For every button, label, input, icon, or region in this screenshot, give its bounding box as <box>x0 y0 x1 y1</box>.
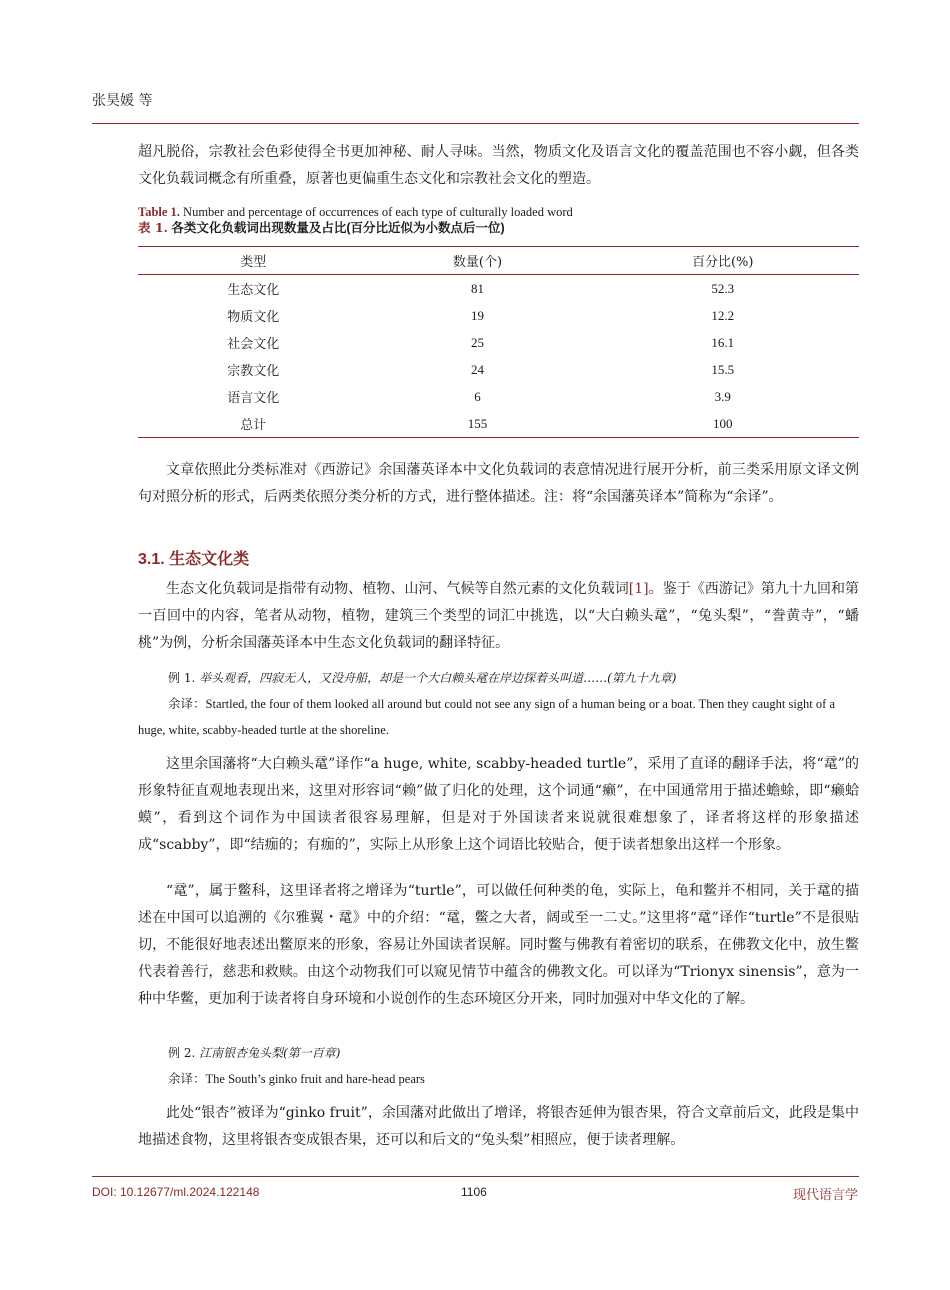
section-paragraph <box>138 576 859 657</box>
table-cell-count: 25 <box>470 334 484 350</box>
table-row <box>138 329 859 356</box>
footer-journal-name: 现代语言学 <box>792 1188 858 1203</box>
table-cell-percent: 15.5 <box>711 361 735 377</box>
table-caption-zh-text: 各类文化负载词出现数量及占比(百分比近似为小数点后一位) <box>167 221 505 235</box>
column-header-count: 数量(个) <box>452 255 503 270</box>
analysis-paragraph-1: 这里余国藩将“大白赖头鼋”译作“a huge, white, scabby-headed turtle”，采用了直译的翻译手法，将“鼋”的形象特征直观地表现出来，这里对形容词“赖”做了归化的处理，这个词通“癞”，在中国通常用于描述蟾蜍，即“癞蛤蟆”，看到这个词作为中国读者很容易理解，但是对于外国读者来说就很难想象了，译者将这样的形象描述成“scabby”，即“结痂的；有痂的”，实际上从形象上这个词语比较贴合，便于读者想象出这样一个形象。 <box>138 756 859 853</box>
example-2-text: 江南银杏兔头梨(第一百章) <box>195 1046 341 1060</box>
translation-text: The South’s ginko fruit and hare-head pears <box>205 1072 425 1086</box>
example-1-label: 例 1. <box>168 671 196 685</box>
table-row-total <box>138 410 859 438</box>
example-2-translation <box>138 1066 859 1092</box>
section-paragraph-text-b: 。鉴于《西游记》第九十九回和第一百回中的内容，笔者从动物，植物，建筑三个类型的词汇中挑选，以“大白赖头鼋”，“兔头梨”，“誊黄寺”，“蟠桃”为例，分析余国藩英译本中生态文化负载词的翻译特征。 <box>138 581 860 651</box>
table-row <box>138 302 859 329</box>
footer-doi-link[interactable]: DOI: 10.12677/ml.2024.122148 <box>92 1185 260 1199</box>
table-cell-type: 社会文化 <box>227 337 280 352</box>
table-cell-percent: 52.3 <box>711 280 735 296</box>
table-cell-type: 语言文化 <box>227 391 280 406</box>
paragraph-after-table: 文章依照此分类标准对《西游记》余国藩英译本中文化负载词的表意情况进行展开分析，前三类采用原文译文例句对照分析的形式，后两类依照分类分析的方式，进行整体描述。注：将“余国藩英译本”简称为“余译”。 <box>138 462 859 505</box>
example-1-text: 举头观看，四寂无人，又没舟船，却是一个大白赖头鼋在岸边探着头叫道……(第九十九章) <box>195 671 677 685</box>
translation-text: Startled, the four of them looked all around but could not see any sign of a human being or a boat. Then they caught sight of a huge, white, scabby-headed turtle at the shoreline. <box>138 697 835 737</box>
running-header-author: 张昊媛 等 <box>92 93 153 109</box>
analysis-paragraph-2: “鼋”，属于鳖科，这里译者将之增译为“turtle”，可以做任何种类的龟，实际上，龟和鳖并不相同，关于鼋的描述在中国可以追溯的《尔雅翼・鼋》中的介绍：“鼋，鳖之大者，阔或至一二丈。”这里将“鼋”译作“turtle”不是很贴切，不能很好地表述出鳖原来的形象，容易让外国读者误解。同时鳖与佛教有着密切的联系，在佛教文化中，放生鳖代表着善行，慈悲和救赎。由这个动物我们可以窥见情节中蕴含的佛教文化。可以译为“Trionyx sinensis”，意为一种中华鳖，更加利于读者将自身环境和小说创作的生态环境区分开来，同时加强对中华文化的了解。 <box>138 883 859 1007</box>
header-divider <box>92 123 859 124</box>
footer-page-number: 1106 <box>461 1185 487 1199</box>
culture-word-table <box>138 246 859 438</box>
analysis-paragraph-3: 此处“银杏”被译为“ginko fruit”，余国藩对此做出了增译，将银杏延伸为银杏果，符合文章前后文，此段是集中地描述食物，这里将银杏变成银杏果，还可以和后文的“兔头梨”相照应，便于读者理解。 <box>138 1105 859 1148</box>
intro-paragraph: 超凡脱俗，宗教社会色彩使得全书更加神秘、耐人寻味。当然，物质文化及语言文化的覆盖范围也不容小觑，但各类文化负载词概念有所重叠，原著也更偏重生态文化和宗教社会文化的塑造。 <box>138 144 859 187</box>
table-cell-percent: 16.1 <box>711 334 735 350</box>
table-caption-en-text: Number and percentage of occurrences of each type of culturally loaded word <box>179 205 573 219</box>
translation-label: 余译： <box>168 1072 206 1086</box>
table-caption-en <box>138 204 859 220</box>
table-cell-type: 物质文化 <box>227 310 280 325</box>
table-caption <box>138 204 859 236</box>
table-cell-count: 24 <box>470 361 484 377</box>
table-cell-percent: 12.2 <box>711 307 735 323</box>
table-cell-count: 155 <box>467 415 488 431</box>
table-caption-zh-label: 表 1. <box>138 220 168 235</box>
table-cell-type: 总计 <box>240 418 267 433</box>
table-cell-percent: 100 <box>712 415 733 431</box>
table-header-row <box>138 247 859 275</box>
column-header-type: 类型 <box>240 255 267 270</box>
table-cell-count: 6 <box>474 388 481 404</box>
table-cell-type: 生态文化 <box>227 283 280 298</box>
column-header-percent: 百分比(%) <box>691 255 754 270</box>
table-caption-zh <box>138 220 859 236</box>
section-paragraph-text-a: 生态文化负载词是指带有动物、植物、山河、气候等自然元素的文化负载词 <box>166 581 629 597</box>
table-caption-en-label: Table 1. <box>138 205 180 219</box>
section-heading <box>138 546 249 569</box>
footer-divider <box>92 1176 859 1177</box>
citation-link[interactable]: [1] <box>628 581 649 597</box>
example-2-label: 例 2. <box>168 1046 196 1060</box>
example-2-source <box>168 1044 340 1062</box>
example-1-source <box>168 669 676 687</box>
table-cell-count: 81 <box>470 280 484 296</box>
example-1-translation <box>138 691 859 743</box>
table-row <box>138 356 859 383</box>
translation-label: 余译： <box>168 697 206 711</box>
table-cell-count: 19 <box>470 307 484 323</box>
section-title: 生态文化类 <box>169 551 250 568</box>
section-number: 3.1. <box>138 551 165 568</box>
table-row <box>138 383 859 410</box>
table-cell-type: 宗教文化 <box>227 364 280 379</box>
table-cell-percent: 3.9 <box>714 388 731 404</box>
table-row <box>138 275 859 303</box>
